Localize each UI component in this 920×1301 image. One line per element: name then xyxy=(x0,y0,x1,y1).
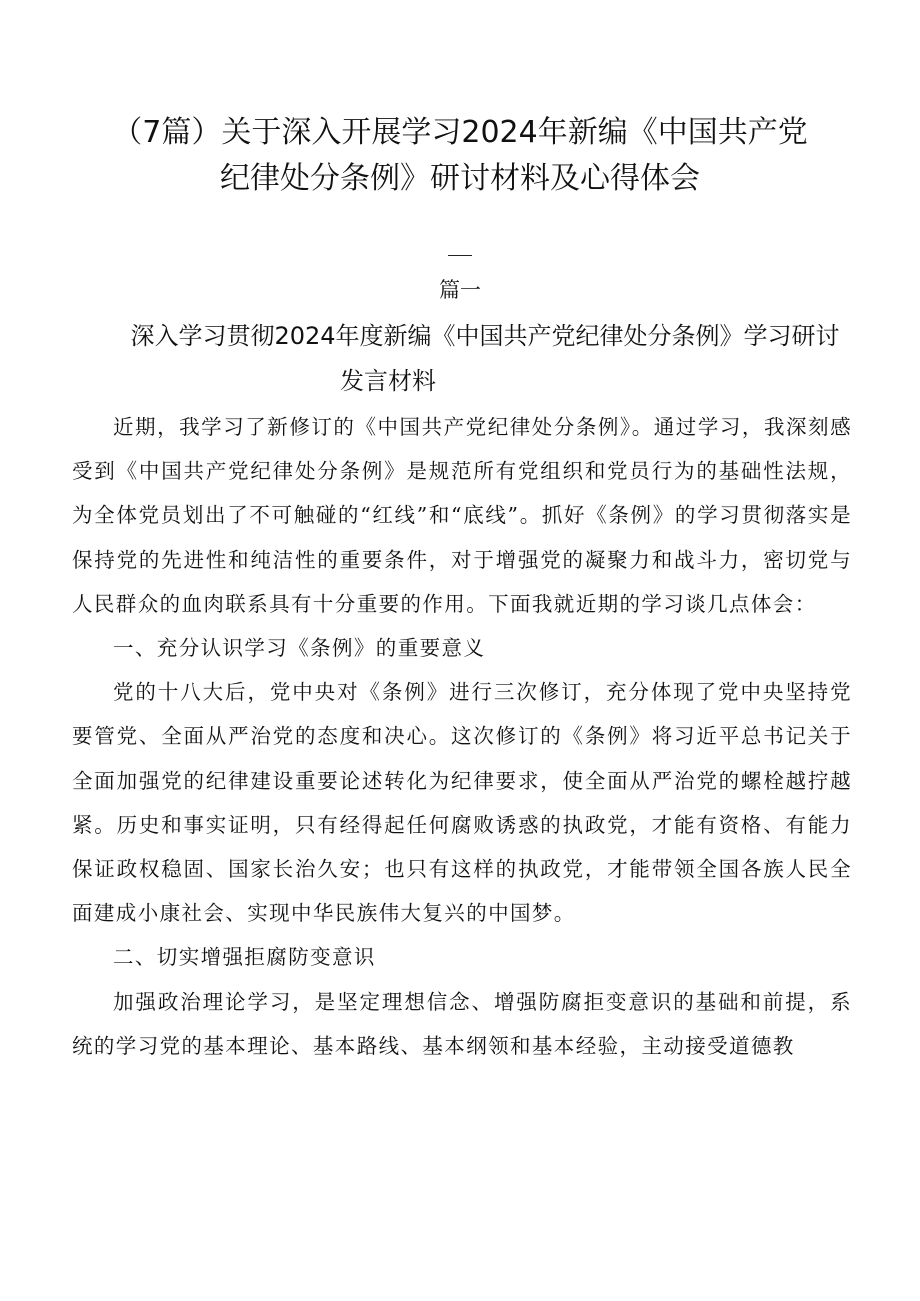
paragraph-intro: 近期，我学习了新修订的《中国共产党纪律处分条例》。通过学习，我深刻感受到《中国共产党纪律处分条例》是规范所有党组织和党员行为的基础性法规，为全体党员划出了不可触碰的“红线”和“底线”。抓好《条例》的学习贯彻落实是保持党的先进性和纯洁性的重要条件，对于增强党的凝聚力和战斗力，密切党与人民群众的血肉联系具有十分重要的作用。下面我就近期的学习谈几点体会： xyxy=(72,415,852,616)
part-label: 篇一 xyxy=(439,278,481,302)
paragraph-two: 加强政治理论学习，是坚定理想信念、增强防腐拒变意识的基础和前提，系统的学习党的基本理论、基本路线、基本纲领和基本经验，主动接受道德教 xyxy=(72,989,852,1058)
section-divider xyxy=(448,255,472,256)
document-title-line-1: （7篇）关于深入开展学习2024年新编《中国共产党 xyxy=(112,115,808,150)
section-title-line-1: 深入学习贯彻2024年度新编《中国共产党纪律处分条例》学习研讨 xyxy=(130,322,840,350)
document-title-line-2: 纪律处分条例》研讨材料及心得体会 xyxy=(220,161,700,196)
heading-two: 二、切实增强拒腐防变意识 xyxy=(113,945,376,970)
paragraph-one: 党的十八大后，党中央对《条例》进行三次修订，充分体现了党中央坚持党要管党、全面从严治党的态度和决心。这次修订的《条例》将习近平总书记关于全面加强党的纪律建设重要论述转化为纪律要求，使全面从严治党的螺栓越拧越紧。历史和事实证明，只有经得起任何腐败诱惑的执政党，才能有资格、有能力保证政权稳固、国家长治久安；也只有这样的执政党，才能带领全国各族人民全面建成小康社会、实现中华民族伟大复兴的中国梦。 xyxy=(72,680,852,926)
section-title-line-2: 发言材料 xyxy=(340,367,436,395)
heading-one: 一、充分认识学习《条例》的重要意义 xyxy=(113,636,486,661)
body-text xyxy=(72,405,852,1068)
